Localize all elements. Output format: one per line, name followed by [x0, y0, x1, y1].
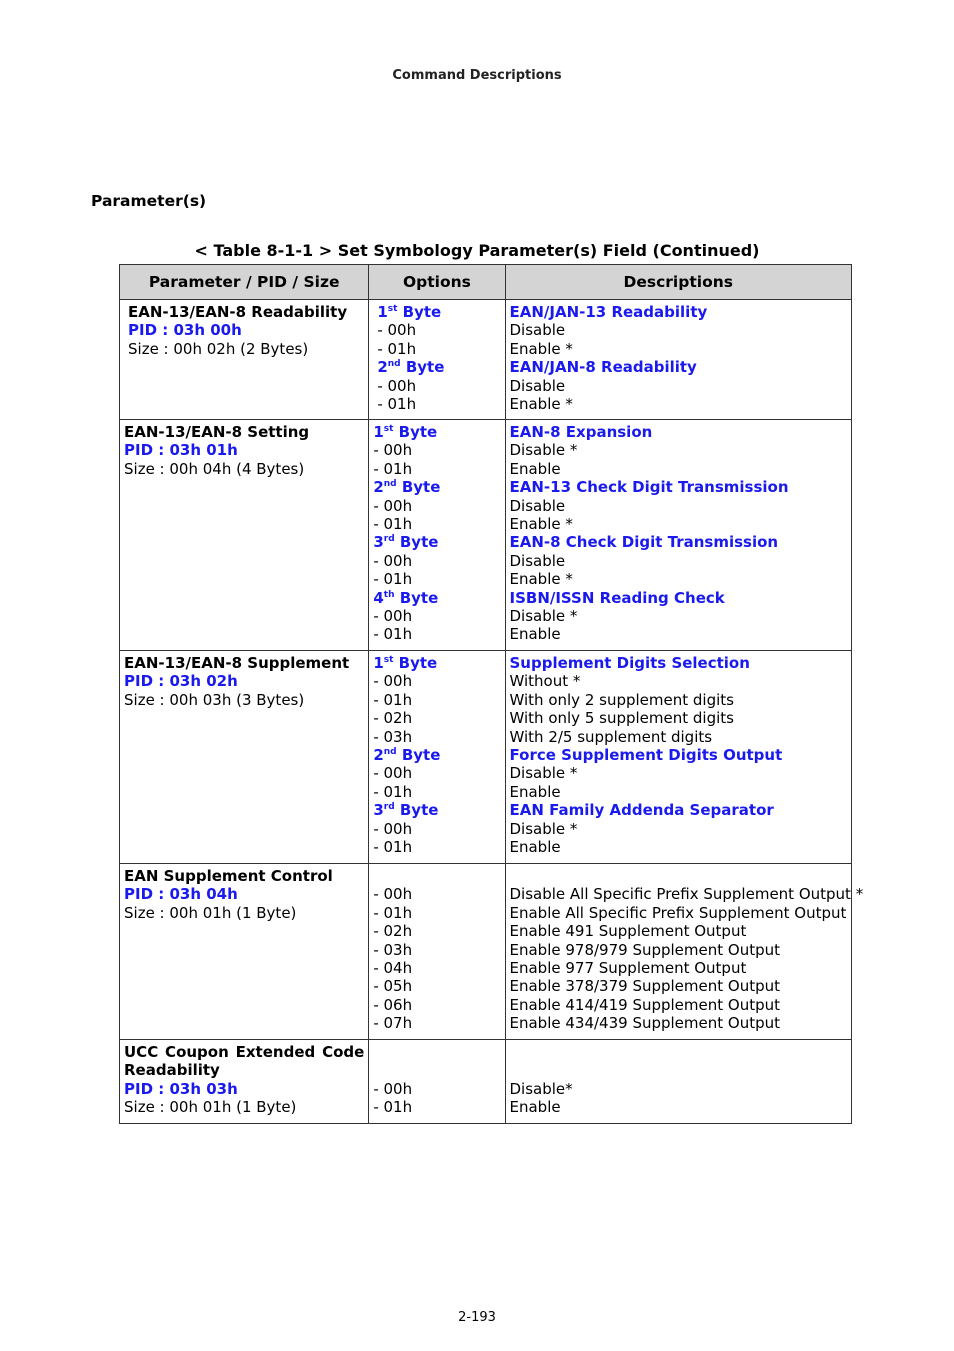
ordinal-suffix: rd — [383, 802, 395, 813]
ordinal-suffix: nd — [383, 747, 397, 758]
description-value: Enable * — [509, 570, 573, 589]
param-pid: PID : 03h 02h — [124, 672, 238, 691]
option-value: - 00h — [373, 764, 413, 783]
descriptions-cell — [505, 1040, 852, 1124]
option-value: - 01h — [373, 838, 413, 857]
param-size: Size : 00h 01h (1 Byte) — [124, 903, 297, 922]
byte-heading — [373, 801, 500, 819]
description-value: Enable — [509, 459, 561, 478]
option-value: - 00h — [373, 672, 413, 691]
description-value: Disable — [509, 321, 566, 340]
table-row — [120, 1040, 852, 1124]
ordinal-suffix: st — [383, 424, 394, 434]
option-value: - 01h — [373, 625, 413, 644]
option-value: - 00h — [373, 496, 413, 515]
param-name: EAN-13/EAN-8 Readability — [128, 303, 348, 321]
byte-number: 3 — [373, 801, 384, 820]
option-value: - 01h — [377, 395, 417, 414]
param-name: EAN Supplement Control — [124, 867, 333, 885]
options-cell — [369, 1040, 505, 1124]
descriptions-cell — [505, 651, 852, 864]
description-value: Enable 977 Supplement Output — [509, 959, 747, 978]
option-value: - 02h — [373, 922, 413, 941]
ordinal-suffix: nd — [383, 479, 397, 490]
byte-heading — [373, 654, 500, 672]
byte-heading — [373, 533, 500, 551]
option-value: - 00h — [373, 1079, 413, 1098]
byte-label: Byte — [397, 303, 442, 321]
byte-label: Byte — [394, 533, 439, 552]
option-value: - 00h — [377, 321, 417, 340]
blank-line — [373, 1043, 500, 1061]
option-value: - 00h — [373, 441, 413, 460]
description-value: Enable 978/979 Supplement Output — [509, 940, 781, 959]
option-value: - 00h — [373, 819, 413, 838]
description-value: Without * — [509, 672, 581, 691]
option-value: - 01h — [373, 515, 413, 534]
description-value: Enable 414/419 Supplement Output — [509, 995, 781, 1014]
param-cell — [120, 1040, 369, 1124]
description-heading: Supplement Digits Selection — [509, 654, 750, 672]
blank-line — [373, 867, 500, 885]
byte-number: 2 — [373, 746, 384, 765]
param-pid: PID : 03h 04h — [124, 885, 238, 904]
description-heading: EAN-8 Expansion — [509, 423, 653, 441]
param-cell — [120, 420, 369, 651]
description-value: Enable All Specific Prefix Supplement Output — [509, 903, 847, 922]
blank-line — [510, 867, 848, 885]
options-cell — [369, 651, 505, 864]
option-value: - 00h — [373, 551, 413, 570]
description-value: Disable — [509, 376, 566, 395]
option-value: - 07h — [373, 1014, 413, 1033]
ordinal-suffix: th — [383, 589, 395, 600]
byte-label: Byte — [393, 423, 438, 441]
byte-label: Byte — [394, 801, 439, 820]
blank-line — [510, 1061, 848, 1079]
byte-heading — [373, 746, 500, 764]
description-value: Enable 434/439 Supplement Output — [509, 1014, 781, 1033]
description-value: Disable * — [509, 607, 578, 626]
table-row — [120, 300, 852, 420]
table-row — [120, 864, 852, 1040]
option-value: - 01h — [373, 690, 413, 709]
description-value: With only 5 supplement digits — [509, 709, 734, 728]
descriptions-cell — [505, 864, 864, 1040]
byte-heading — [373, 423, 500, 441]
table-caption: < Table 8-1-1 > Set Symbology Parameter(s) Field (Continued) — [194, 241, 760, 260]
blank-line — [373, 1061, 500, 1079]
option-value: - 02h — [373, 709, 413, 728]
description-value: Enable — [509, 1098, 561, 1117]
byte-label: Byte — [396, 746, 441, 765]
param-cell — [120, 651, 369, 864]
options-cell — [369, 420, 505, 651]
description-value: Enable * — [509, 515, 573, 534]
option-value: - 01h — [373, 903, 413, 922]
option-value: - 01h — [373, 782, 413, 801]
parameter-table — [119, 264, 864, 1124]
description-value: Enable * — [509, 395, 573, 414]
option-value: - 00h — [373, 607, 413, 626]
option-value: - 01h — [377, 339, 417, 358]
byte-number: 1 — [377, 303, 388, 321]
option-value: - 03h — [373, 727, 413, 746]
description-value: Enable * — [509, 339, 573, 358]
table-row — [120, 420, 852, 651]
description-value: With 2/5 supplement digits — [509, 727, 713, 746]
byte-heading — [373, 589, 500, 607]
descriptions-cell — [505, 420, 852, 651]
byte-heading — [377, 358, 500, 376]
description-value: Enable 491 Supplement Output — [509, 922, 747, 941]
param-name: EAN-13/EAN-8 Supplement — [124, 654, 350, 672]
table-header-row — [120, 265, 852, 300]
page-header: Command Descriptions — [392, 68, 562, 83]
description-value: Enable — [509, 625, 561, 644]
column-header-descriptions: Descriptions — [505, 265, 852, 300]
description-value: Disable All Specific Prefix Supplement Output * — [509, 885, 864, 904]
param-pid: PID : 03h 03h — [124, 1079, 238, 1098]
description-value: Disable — [509, 496, 566, 515]
options-cell — [369, 300, 505, 420]
param-cell — [120, 864, 369, 1040]
description-value: With only 2 supplement digits — [509, 690, 734, 709]
param-pid: PID : 03h 01h — [124, 441, 238, 460]
param-name: EAN-13/EAN-8 Setting — [124, 423, 310, 441]
description-heading: EAN Family Addenda Separator — [509, 801, 774, 820]
param-size: Size : 00h 04h (4 Bytes) — [124, 459, 305, 478]
byte-label: Byte — [393, 654, 438, 672]
description-heading: ISBN/ISSN Reading Check — [509, 588, 725, 607]
descriptions-cell — [505, 300, 852, 420]
option-value: - 03h — [373, 940, 413, 959]
option-value: - 00h — [373, 885, 413, 904]
byte-heading — [373, 478, 500, 496]
byte-label: Byte — [394, 588, 439, 607]
description-heading: EAN-8 Check Digit Transmission — [509, 533, 779, 552]
byte-label: Byte — [396, 478, 441, 497]
table-row — [120, 651, 852, 864]
byte-number: 3 — [373, 533, 384, 552]
param-size: Size : 00h 02h (2 Bytes) — [128, 339, 309, 358]
description-heading: Force Supplement Digits Output — [509, 746, 783, 765]
blank-line — [510, 1043, 848, 1061]
option-value: - 01h — [373, 570, 413, 589]
description-value: Disable * — [509, 441, 578, 460]
option-value: - 06h — [373, 995, 413, 1014]
param-name-continued: Readability — [124, 1061, 220, 1080]
description-heading: EAN/JAN-13 Readability — [509, 303, 708, 321]
description-heading: EAN/JAN-8 Readability — [509, 358, 697, 377]
description-value: Disable * — [509, 819, 578, 838]
param-size: Size : 00h 03h (3 Bytes) — [124, 690, 305, 709]
description-value: Disable — [509, 551, 566, 570]
description-value: Disable * — [509, 764, 578, 783]
byte-number: 2 — [373, 478, 384, 497]
description-value: Enable 378/379 Supplement Output — [509, 977, 781, 996]
param-cell — [120, 300, 369, 420]
description-value: Disable* — [509, 1079, 573, 1098]
param-size: Size : 00h 01h (1 Byte) — [124, 1098, 297, 1117]
byte-number: 2 — [377, 358, 388, 377]
column-header-parameter: Parameter / PID / Size — [120, 265, 369, 300]
byte-number: 1 — [373, 654, 384, 672]
param-pid: PID : 03h 00h — [128, 321, 242, 340]
byte-heading — [377, 303, 500, 321]
option-value: - 00h — [377, 376, 417, 395]
description-heading: EAN-13 Check Digit Transmission — [509, 478, 789, 497]
option-value: - 05h — [373, 977, 413, 996]
ordinal-suffix: st — [387, 304, 398, 314]
description-value: Enable — [509, 838, 561, 857]
ordinal-suffix: st — [383, 655, 394, 665]
option-value: - 01h — [373, 1098, 413, 1117]
byte-number: 1 — [373, 423, 384, 441]
column-header-options: Options — [369, 265, 505, 300]
ordinal-suffix: rd — [383, 534, 395, 545]
option-value: - 01h — [373, 459, 413, 478]
ordinal-suffix: nd — [387, 359, 401, 370]
description-value: Enable — [509, 782, 561, 801]
byte-number: 4 — [373, 588, 384, 607]
page-number: 2-193 — [458, 1310, 496, 1325]
section-title: Parameter(s) — [91, 192, 207, 210]
options-cell — [369, 864, 505, 1040]
option-value: - 04h — [373, 959, 413, 978]
param-name: UCC Coupon Extended Code — [124, 1043, 365, 1061]
byte-label: Byte — [400, 358, 445, 377]
